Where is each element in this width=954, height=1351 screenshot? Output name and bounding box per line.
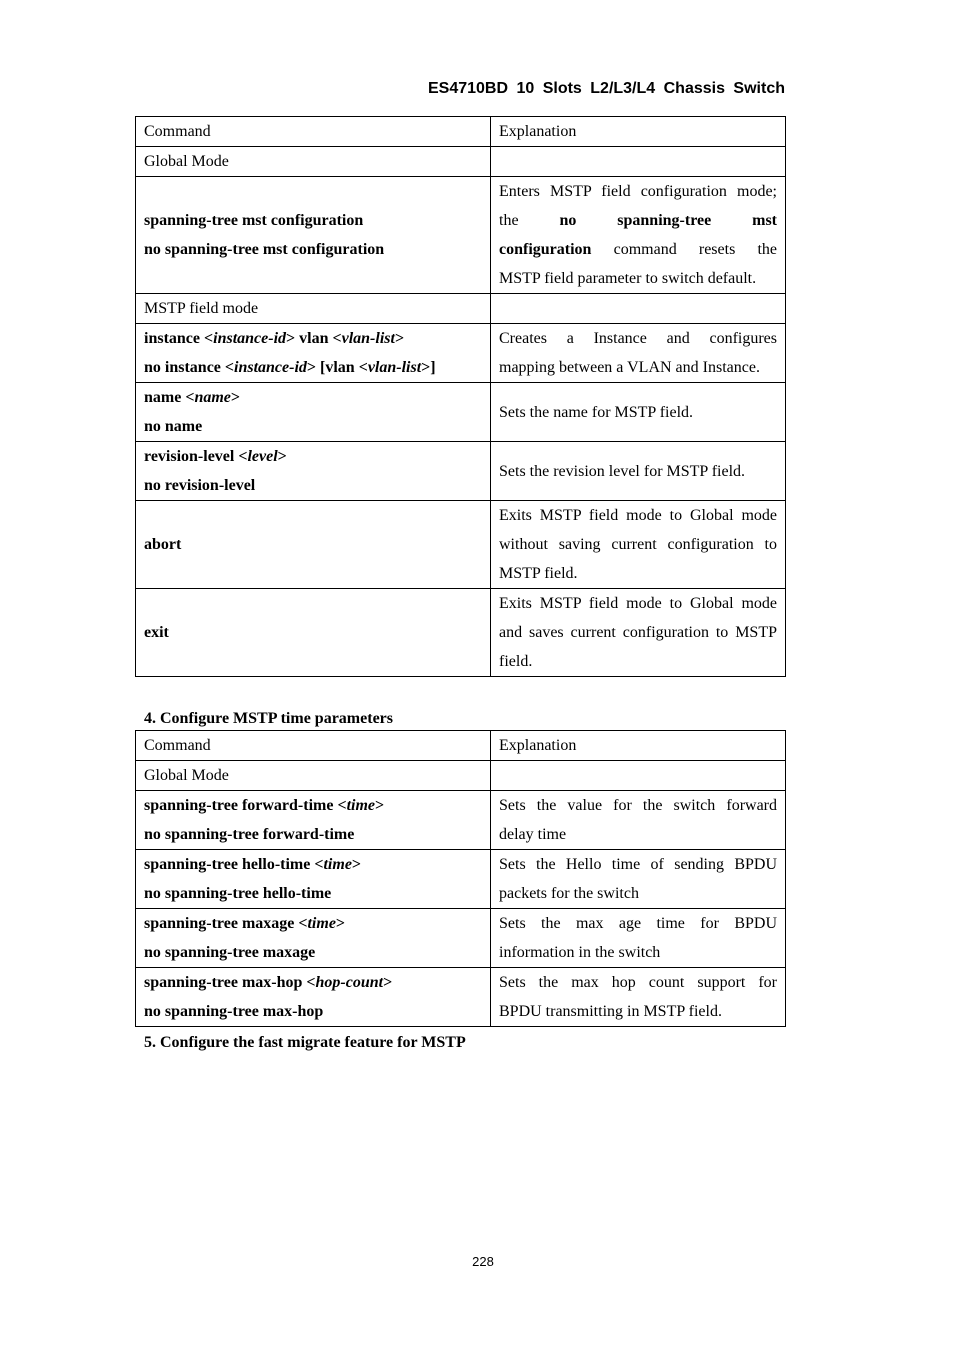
explanation-cell: Sets the name for MSTP field.	[491, 383, 786, 442]
explanation-text: BPDU transmitting in MSTP field.	[499, 1003, 722, 1020]
empty-cell	[491, 761, 786, 791]
command-cell	[136, 324, 491, 383]
page-header-title: ES4710BD 10 Slots L2/L3/L4 Chassis Switch	[427, 80, 785, 97]
command-text: no spanning-tree forward-time	[144, 826, 355, 843]
explanation-text: without saving current configuration to	[499, 536, 777, 553]
command-text: no spanning-tree mst configuration	[144, 241, 385, 258]
table-row	[136, 968, 786, 1027]
explanation-cell	[491, 501, 786, 589]
command-text: spanning-tree max-hop <hop-count>	[144, 974, 393, 991]
explanation-text: Sets the max hop count support for	[499, 974, 777, 991]
command-cell	[136, 177, 491, 294]
explanation-cell: Sets the revision level for MSTP field.	[491, 442, 786, 501]
explanation-word: the	[499, 212, 519, 229]
explanation-text: Sets the Hello time of sending BPDU	[499, 856, 777, 873]
explanation-text: Sets the value for the switch forward	[499, 797, 777, 814]
command-cell: exit	[136, 589, 491, 677]
empty-cell	[491, 147, 786, 177]
command-text: no instance <instance-id> [vlan <vlan-list>]	[144, 359, 436, 376]
column-header-command: Command	[136, 117, 491, 147]
mstp-time-command-table	[135, 730, 786, 1027]
table-row	[136, 791, 786, 850]
explanation-text: packets for the switch	[499, 885, 639, 902]
table-header-row	[136, 731, 786, 761]
command-cell	[136, 909, 491, 968]
explanation-text: information in the switch	[499, 944, 661, 961]
explanation-cell	[491, 850, 786, 909]
explanation-cell	[491, 177, 786, 294]
mode-label: Global Mode	[136, 147, 491, 177]
explanation-text: field.	[499, 653, 533, 670]
command-text: no spanning-tree max-hop	[144, 1003, 324, 1020]
explanation-cell	[491, 791, 786, 850]
explanation-text: and saves current configuration to MSTP	[499, 624, 777, 641]
explanation-text: MSTP field.	[499, 565, 578, 582]
mode-row	[136, 761, 786, 791]
explanation-text: Creates a Instance and configures	[499, 330, 777, 347]
explanation-text: Exits MSTP field mode to Global mode	[499, 507, 777, 524]
command-text: revision-level <level>	[144, 448, 287, 465]
section-heading: 5. Configure the fast migrate feature for MSTP	[144, 1034, 466, 1051]
table-row	[136, 177, 786, 294]
column-header-explanation: Explanation	[491, 117, 786, 147]
explanation-word: no	[559, 212, 577, 229]
command-text: no revision-level	[144, 477, 256, 494]
command-text: name <name>	[144, 389, 241, 406]
column-header-explanation: Explanation	[491, 731, 786, 761]
mode-row	[136, 147, 786, 177]
explanation-word: configuration	[499, 241, 592, 258]
explanation-text: delay time	[499, 826, 567, 843]
table-row	[136, 383, 786, 442]
explanation-text: Exits MSTP field mode to Global mode	[499, 595, 777, 612]
command-cell	[136, 383, 491, 442]
explanation-text	[499, 235, 777, 264]
mode-row	[136, 294, 786, 324]
explanation-word: mst	[752, 212, 777, 229]
explanation-word: command resets the	[613, 241, 777, 258]
empty-cell	[491, 294, 786, 324]
explanation-text: mapping between a VLAN and Instance.	[499, 359, 760, 376]
explanation-word: spanning-tree	[617, 212, 712, 229]
explanation-text: Enters MSTP field configuration mode;	[499, 183, 777, 200]
command-text: spanning-tree maxage <time>	[144, 915, 346, 932]
mode-label: MSTP field mode	[136, 294, 491, 324]
table-row	[136, 501, 786, 589]
command-text: no name	[144, 418, 203, 435]
table-header-row	[136, 117, 786, 147]
mstp-field-command-table	[135, 116, 786, 677]
command-text: spanning-tree mst configuration	[144, 212, 364, 229]
table-row	[136, 909, 786, 968]
page-number: 228	[472, 1254, 494, 1269]
explanation-text	[499, 206, 777, 235]
explanation-cell	[491, 968, 786, 1027]
explanation-text: Sets the max age time for BPDU	[499, 915, 777, 932]
command-text: spanning-tree hello-time <time>	[144, 856, 362, 873]
table-row	[136, 850, 786, 909]
command-text: no spanning-tree hello-time	[144, 885, 332, 902]
table-row	[136, 589, 786, 677]
command-cell: abort	[136, 501, 491, 589]
command-cell	[136, 968, 491, 1027]
command-text: no spanning-tree maxage	[144, 944, 316, 961]
command-text: instance <instance-id> vlan <vlan-list>	[144, 330, 405, 347]
section-heading: 4. Configure MSTP time parameters	[144, 710, 393, 727]
column-header-command: Command	[136, 731, 491, 761]
explanation-cell	[491, 589, 786, 677]
command-text: spanning-tree forward-time <time>	[144, 797, 385, 814]
mode-label: Global Mode	[136, 761, 491, 791]
command-cell	[136, 850, 491, 909]
command-cell	[136, 442, 491, 501]
explanation-text: MSTP field parameter to switch default.	[499, 270, 757, 287]
explanation-cell	[491, 324, 786, 383]
table-row	[136, 324, 786, 383]
command-cell	[136, 791, 491, 850]
explanation-cell	[491, 909, 786, 968]
table-row	[136, 442, 786, 501]
